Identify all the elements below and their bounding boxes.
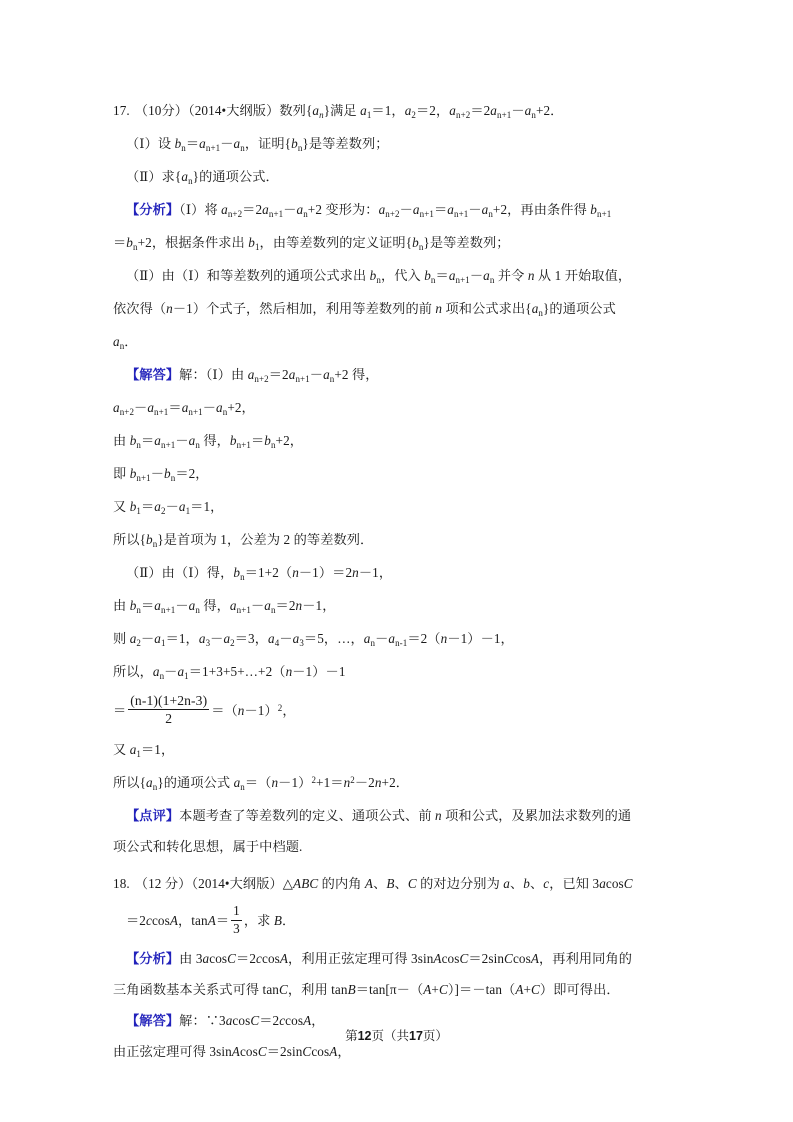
fraction-numerator: (n-1)(1+2n-3)	[128, 693, 209, 710]
problem-18-answer-line-1: 【解答】解：∵3acosC＝2ccosA，	[126, 1013, 325, 1028]
problem-17-answer-line-13: 所以$\{a_n\}$的通项公式 $a_n=(n-1)^2+1=n^2-2n+2$．	[113, 774, 410, 792]
problem-17-answer-line-8: 由 $b_n=a_{n+1}-a_n$ 得，$a_{n+1}-a_n=2n-1$，	[113, 598, 336, 615]
problem-17-analysis-line-3: （Ⅱ）由（Ⅰ）和等差数列的通项公式求出 $b_n$，代入 $b_n=a_{n+1}-a_n$ 并令 n 从 1 开始取值，	[126, 268, 632, 285]
problem-18-stem-line-1: 18. （12 分）（2014•大纲版）△ABC 的内角 A、B、C 的对边分别为 a、b、c，已知 3acosC	[113, 876, 633, 891]
problem-17-answer-line-2: $a_{n+2}-a_{n+1}=a_{n+1}-a_n+2$，	[113, 400, 255, 417]
problem-18-analysis-line-1: 【分析】由 3acosC＝2ccosA，利用正弦定理可得 3sinAcosC＝2sinCcosA，再利用同角的	[126, 951, 633, 966]
problem-17-review-line-2: 项公式和转化思想，属于中档题.	[113, 839, 303, 854]
problem-17-number: 17.	[113, 103, 130, 118]
inline-fraction	[231, 904, 242, 937]
problem-17-analysis-line-2: $=b_n+2$，根据条件求出 $b_1$，由等差数列的定义证明$\{b_n\}$是等差数列；	[113, 235, 510, 252]
problem-17-answer-line-3: 由 $b_n=a_{n+1}-a_n$ 得，$b_{n+1}=b_n+2$，	[113, 433, 304, 450]
problem-17-source: （2014•大纲版）	[188, 103, 280, 118]
problem-17-points: （10分）	[134, 103, 189, 118]
problem-18-analysis-line-2: 三角函数基本关系式可得 tanC，利用 tanB＝tan[π－（A+C）]＝－tan（A+C）即可得出．	[113, 982, 620, 997]
problem-17-answer-line-4: 即 $b_{n+1}-b_n=2$，	[113, 466, 209, 483]
problem-17-answer-line-12: 又 $a_1=1$，	[113, 742, 175, 759]
footer-suffix: 页）	[422, 1029, 448, 1043]
problem-18-points: （12 分）	[134, 876, 192, 891]
problem-18-number: 18.	[113, 876, 130, 891]
analysis-label: 【分析】	[126, 202, 180, 217]
problem-17-answer-line-1: 【解答】解：（Ⅰ）由 $a_{n+2}=2a_{n+1}-a_n+2$ 得，	[126, 367, 379, 384]
fraction-expression	[128, 693, 209, 726]
inline-fraction-numerator: 1	[231, 904, 242, 921]
problem-18-source: （2014•大纲版）	[191, 876, 283, 891]
problem-17-answer-line-7: （Ⅱ）由（Ⅰ）得，$b_n=1+2(n-1)=2n-1$，	[126, 565, 393, 582]
problem-17-answer-line-5: 又 $b_1=a_2-a_1=1$，	[113, 499, 224, 516]
page-footer	[0, 1026, 793, 1044]
problem-17-review-line-1: 【点评】本题考查了等差数列的定义、通项公式、前 n 项和公式，及累加法求数列的通	[126, 808, 632, 823]
problem-18-analysis-label: 【分析】	[126, 951, 180, 966]
review-label: 【点评】	[126, 808, 180, 823]
problem-17-fraction-line: ＝ $\frac{(n-1)(1+2n-3)}{2}$ $=(n-1)^2$，	[113, 693, 296, 727]
problem-17-part-2: （Ⅱ）求$\{a_n\}$的通项公式．	[126, 169, 279, 186]
footer-page-number: 12	[357, 1029, 372, 1043]
problem-17-analysis-line-4: 依次得（n－1）个式子，然后相加，利用等差数列的前 n 项和公式求出$\{a_n\}$的通项公式	[113, 301, 616, 318]
problem-18-answer-label: 【解答】	[126, 1013, 180, 1028]
problem-17-answer-line-10: 所以，$a_n-a_1=1+3+5+\dots+2(n-1)-1$	[113, 664, 346, 681]
problem-17-analysis-line-1: 【分析】（Ⅰ）将 $a_{n+2}=2a_{n+1}-a_n+2$ 变形为：$a_{n+2}-a_{n+1}=a_{n+1}-a_n+2$，再由条件得 $b_{n+1}$	[126, 202, 612, 219]
problem-17-answer-line-9: 则 $a_2-a_1=1$，$a_3-a_2=3$，$a_4-a_3=5$，…，$a_n-a_{n-1}=2(n-1)-1$，	[113, 631, 514, 648]
footer-total-pages: 17	[409, 1029, 423, 1043]
fraction-denominator: 2	[165, 711, 173, 727]
problem-18-answer-line-2: 由正弦定理可得 3sinAcosC＝2sinCcosA，	[113, 1044, 351, 1059]
footer-prefix: 第	[345, 1029, 358, 1043]
problem-17-stem-line: 17. （10分）（2014•大纲版）数列$\{a_n\}$满足 $a_1=1$，$a_2=2$，$a_{n+2}=2a_{n+1}-a_n+2$．	[113, 103, 564, 120]
problem-17-answer-line-6: 所以$\{b_n\}$是首项为 1，公差为 2 的等差数列．	[113, 532, 374, 549]
footer-middle: 页（共	[371, 1029, 409, 1043]
inline-fraction-denominator: 3	[233, 920, 240, 936]
problem-17-analysis-line-5: $a_n$．	[113, 334, 138, 351]
problem-17-part-1: （Ⅰ）设 $b_n=a_{n+1}-a_n$，证明$\{b_n\}$是等差数列；	[126, 136, 389, 153]
answer-label: 【解答】	[126, 367, 180, 382]
problem-18-stem-line-2: ＝2ccosA，tanA＝ $\frac{1}{3}$ ，求 B．	[126, 902, 296, 936]
